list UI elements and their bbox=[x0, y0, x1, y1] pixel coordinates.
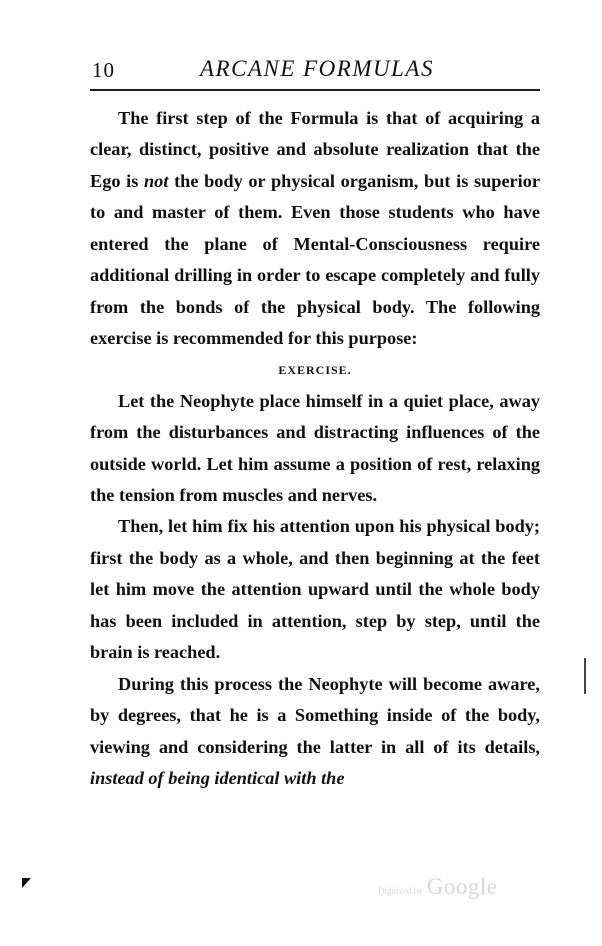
watermark-prefix: Digitized by bbox=[378, 886, 423, 896]
paragraph-3: Then, let him fix his attention upon his physical body; first the body as a whole, and then beginning at the feet let him move the attention upward until the whole body has been included in attention, step by step, until the brain is reached. bbox=[90, 516, 540, 663]
paragraph-1-text: The first step of the Formula is that of acquiring a clear, distinct, positive and absolute realization that the Ego is bbox=[90, 108, 540, 191]
paragraph-1-emphasis: not bbox=[144, 170, 169, 191]
watermark-logo: Google bbox=[426, 874, 498, 899]
page-corner-marker-icon bbox=[22, 878, 31, 888]
body-text bbox=[90, 103, 540, 795]
paragraph-4-emphasis: instead of being identical with the bbox=[90, 768, 345, 789]
paragraph-1-rest: the body or physical organism, but is superior to and master of them. Even those students who have entered the plane of Mental-Consciousness require additional drilling in order to escape completely and fully from the bonds of the physical body. The following exercise is recommended for this purpose: bbox=[90, 170, 541, 349]
exercise-heading: EXERCISE. bbox=[278, 362, 352, 377]
paragraph-1 bbox=[90, 103, 540, 355]
margin-mark bbox=[584, 658, 586, 694]
header-rule bbox=[90, 89, 540, 91]
paragraph-4-text: During this process the Neophyte will become aware, by degrees, that he is a Something inside of the body, viewing and considering the latter in all of its details, bbox=[90, 673, 540, 757]
paragraph-4 bbox=[90, 669, 540, 795]
page-number: 10 bbox=[92, 58, 115, 82]
page-header bbox=[90, 56, 540, 86]
digitization-watermark bbox=[378, 874, 497, 900]
paragraph-2: Let the Neophyte place himself in a quiet place, away from the disturbances and distracting influences of the outside world. Let him assume a position of rest, relaxing the tension from muscles and nerves. bbox=[90, 390, 540, 505]
running-title: ARCANE FORMULAS bbox=[200, 56, 434, 81]
